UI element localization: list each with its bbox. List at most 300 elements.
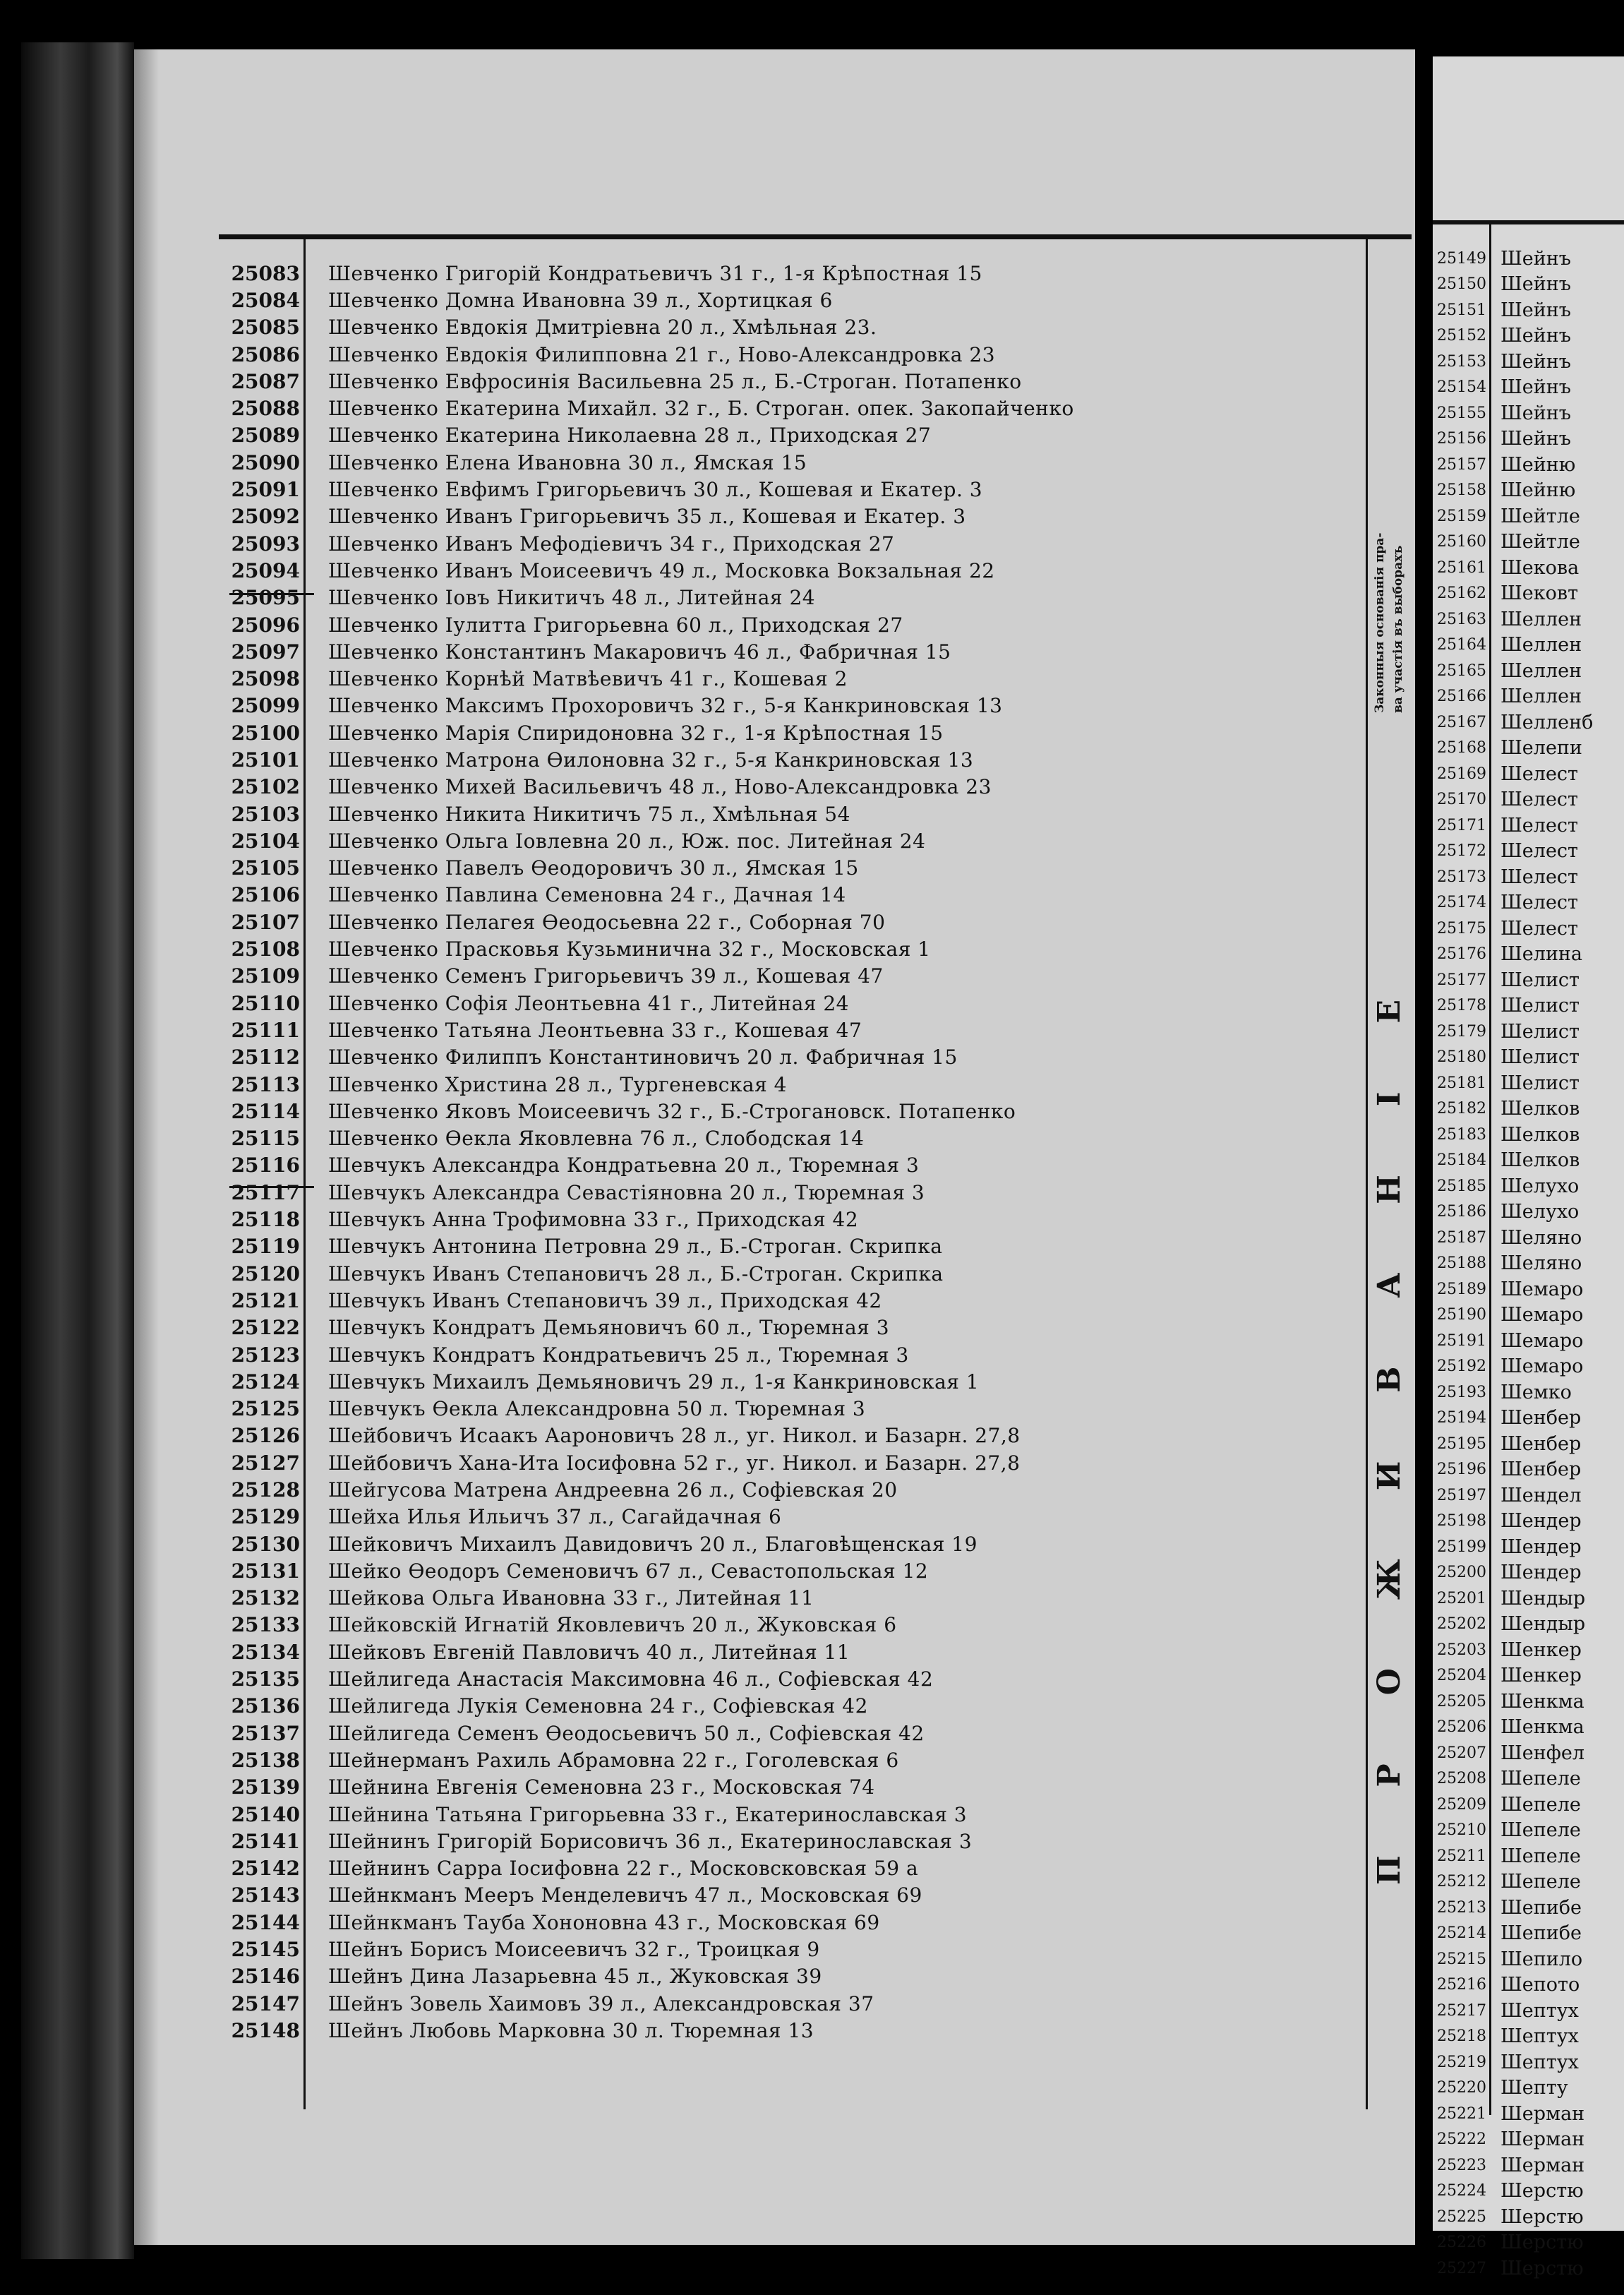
entry-text: Шевченко Пелагея Ѳеодосьевна 22 г., Соборная 70 bbox=[328, 910, 886, 934]
entry-row bbox=[226, 1233, 1074, 1260]
entry-text: Шевчукъ Александра Кондратьевна 20 л., Тюремная 3 bbox=[328, 1154, 920, 1178]
adjacent-entry-text: Шейнъ bbox=[1500, 402, 1571, 424]
adjacent-entry-number: 25167 bbox=[1437, 713, 1486, 731]
adjacent-entry-row bbox=[1437, 1276, 1593, 1302]
adjacent-entry-text: Шептух bbox=[1500, 1999, 1579, 2022]
adjacent-entry-row bbox=[1437, 684, 1593, 710]
entry-text: Шейнкманъ Тауба Хононовна 43 г., Московская 69 bbox=[328, 1910, 880, 1934]
entry-text: Шейнъ Борисъ Моисеевичъ 32 г., Троицкая 9 bbox=[328, 1938, 820, 1962]
entry-row bbox=[226, 1963, 1074, 1990]
adjacent-entry-row bbox=[1437, 1637, 1593, 1663]
adjacent-entry-number: 25189 bbox=[1437, 1280, 1486, 1298]
adjacent-entry-text: Шепеле bbox=[1500, 1768, 1581, 1790]
entry-text: Шевчукъ Михаилъ Демьяновичъ 29 л., 1-я Канкриновская 1 bbox=[328, 1370, 980, 1394]
adjacent-entry-row bbox=[1437, 1379, 1593, 1406]
adjacent-entry-text: Шейнъ bbox=[1500, 428, 1571, 450]
adjacent-entry-text: Шелест bbox=[1500, 762, 1578, 785]
entry-row bbox=[226, 1882, 1074, 1909]
adjacent-entry-number: 25196 bbox=[1437, 1461, 1486, 1479]
adjacent-entry-number: 25190 bbox=[1437, 1306, 1486, 1324]
entry-text: Шейлигеда Лукія Семеновна 24 г., Софіевская 42 bbox=[328, 1694, 868, 1718]
entry-row bbox=[226, 1801, 1074, 1828]
entry-number: 25120 bbox=[231, 1262, 300, 1286]
adjacent-entry-row bbox=[1437, 658, 1593, 684]
adjacent-entry-text: Шемаро bbox=[1500, 1278, 1584, 1300]
adjacent-entry-number: 25182 bbox=[1437, 1100, 1486, 1118]
adjacent-entry-text: Шелест bbox=[1500, 892, 1578, 914]
entry-row bbox=[226, 1071, 1074, 1098]
adjacent-entry-row bbox=[1437, 1766, 1593, 1792]
adjacent-entry-number: 25150 bbox=[1437, 275, 1486, 294]
adjacent-entry-text: Шейтле bbox=[1500, 531, 1580, 553]
entry-text: Шевчукъ Антонина Петровна 29 л., Б.-Строган. Скрипка bbox=[328, 1235, 943, 1259]
entry-number: 25089 bbox=[231, 424, 300, 448]
entry-number: 25116 bbox=[231, 1154, 300, 1178]
adjacent-entry-row bbox=[1437, 1792, 1593, 1818]
directory-page bbox=[134, 49, 1415, 2245]
adjacent-entry-text: Шендел bbox=[1500, 1484, 1582, 1506]
entry-text: Шейкова Ольга Ивановна 33 г., Литейная 11 bbox=[328, 1586, 814, 1610]
entry-text: Шевченко Максимъ Прохоровичъ 32 г., 5-я Канкриновская 13 bbox=[328, 694, 1003, 718]
entry-text: Шевченко Иванъ Мефодіевичъ 34 г., Приходская 27 bbox=[328, 532, 895, 556]
adjacent-entry-row bbox=[1437, 426, 1593, 453]
entry-text: Шевченко Елена Ивановна 30 л., Ямская 15 bbox=[328, 450, 807, 474]
adjacent-entry-number: 25185 bbox=[1437, 1177, 1486, 1195]
entry-text: Шевченко Корнѣй Матвѣевичъ 41 г., Кошевая 2 bbox=[328, 667, 848, 691]
entry-row bbox=[226, 935, 1074, 962]
adjacent-entry-text: Шендер bbox=[1500, 1535, 1582, 1558]
entry-number: 25137 bbox=[231, 1721, 300, 1745]
entry-number: 25087 bbox=[231, 369, 300, 393]
adjacent-entry-row bbox=[1437, 1251, 1593, 1277]
entry-row bbox=[226, 774, 1074, 801]
adjacent-entry-row bbox=[1437, 709, 1593, 736]
adjacent-header-rule bbox=[1433, 220, 1624, 224]
entry-row bbox=[226, 1260, 1074, 1287]
adjacent-entry-row bbox=[1437, 2049, 1593, 2075]
adjacent-entry-text: Шеллен bbox=[1500, 659, 1582, 682]
adjacent-entry-row bbox=[1437, 761, 1593, 787]
entry-number: 25110 bbox=[231, 991, 300, 1015]
adjacent-entry-text: Шендер bbox=[1500, 1510, 1582, 1533]
adjacent-entry-text: Шерстю bbox=[1500, 2205, 1584, 2228]
entry-row bbox=[226, 1206, 1074, 1233]
entry-row bbox=[226, 638, 1074, 665]
entry-text: Шейнъ Любовь Марковна 30 л. Тюремная 13 bbox=[328, 2018, 814, 2042]
header-rule bbox=[219, 234, 1412, 239]
adjacent-entry-text: Шелест bbox=[1500, 917, 1578, 940]
adjacent-entry-row bbox=[1437, 967, 1593, 993]
adjacent-entry-text: Шейнъ bbox=[1500, 376, 1571, 399]
entry-number: 25119 bbox=[231, 1235, 300, 1259]
adjacent-entry-row bbox=[1437, 916, 1593, 942]
adjacent-entry-number: 25206 bbox=[1437, 1718, 1486, 1737]
adjacent-entry-row bbox=[1437, 1715, 1593, 1741]
adjacent-entry-number: 25175 bbox=[1437, 919, 1486, 937]
adjacent-entry-number: 25192 bbox=[1437, 1358, 1486, 1376]
adjacent-entry-text: Шелест bbox=[1500, 865, 1578, 888]
adjacent-entry-text: Шепту bbox=[1500, 2077, 1568, 2099]
entry-row bbox=[226, 1665, 1074, 1692]
entry-number: 25101 bbox=[231, 748, 300, 772]
adjacent-entry-row bbox=[1437, 1740, 1593, 1766]
adjacent-entry-row bbox=[1437, 1302, 1593, 1329]
adjacent-entry-number: 25215 bbox=[1437, 1950, 1486, 1968]
entry-row bbox=[226, 693, 1074, 719]
adjacent-entry-row bbox=[1437, 890, 1593, 916]
adjacent-entry-text: Шелест bbox=[1500, 789, 1578, 811]
adjacent-entry-row bbox=[1437, 2179, 1593, 2205]
entry-row bbox=[226, 368, 1074, 395]
entry-row bbox=[226, 909, 1074, 935]
adjacent-entry-row bbox=[1437, 1998, 1593, 2024]
adjacent-entry-text: Шелков bbox=[1500, 1123, 1580, 1146]
entry-text: Шевчукъ Ѳекла Александровна 50 л. Тюремная 3 bbox=[328, 1397, 866, 1421]
entry-row bbox=[226, 1774, 1074, 1801]
adjacent-entry-row bbox=[1437, 375, 1593, 401]
adjacent-entry-row bbox=[1437, 2127, 1593, 2153]
entry-row bbox=[226, 827, 1074, 854]
adjacent-entry-row bbox=[1437, 297, 1593, 323]
adjacent-entry-text: Шепибе bbox=[1500, 1896, 1582, 1919]
entry-row bbox=[226, 1828, 1074, 1854]
entry-text: Шевченко Филиппъ Константиновичъ 20 л. Фабричная 15 bbox=[328, 1045, 958, 1069]
entry-number: 25103 bbox=[231, 802, 300, 826]
entry-number: 25093 bbox=[231, 532, 300, 556]
adjacent-entry-number: 25183 bbox=[1437, 1125, 1486, 1144]
entry-row bbox=[226, 855, 1074, 882]
adjacent-entry-number: 25161 bbox=[1437, 558, 1486, 577]
adjacent-entry-text: Шелист bbox=[1500, 1072, 1580, 1094]
entry-text: Шевченко Софія Леонтьевна 41 г., Литейная 24 bbox=[328, 991, 849, 1015]
entry-number: 25112 bbox=[231, 1045, 300, 1069]
entry-text: Шевченко Домна Ивановна 39 л., Хортицкая 6 bbox=[328, 288, 833, 312]
entry-number: 25107 bbox=[231, 910, 300, 934]
adjacent-entry-number: 25199 bbox=[1437, 1538, 1486, 1556]
adjacent-entry-row bbox=[1437, 1946, 1593, 1972]
adjacent-entry-number: 25156 bbox=[1437, 430, 1486, 448]
adjacent-entry-row bbox=[1437, 452, 1593, 478]
entry-number: 25084 bbox=[231, 288, 300, 312]
entry-row bbox=[226, 503, 1074, 530]
adjacent-entry-number: 25193 bbox=[1437, 1383, 1486, 1401]
entry-text: Шевченко Иванъ Григорьевичъ 35 л., Кошевая и Екатер. 3 bbox=[328, 505, 966, 529]
entry-row bbox=[226, 476, 1074, 503]
entry-number: 25125 bbox=[231, 1397, 300, 1421]
adjacent-entry-row bbox=[1437, 1869, 1593, 1895]
adjacent-entry-number: 25172 bbox=[1437, 842, 1486, 861]
entry-text: Шевчукъ Иванъ Степановичъ 39 л., Приходская 42 bbox=[328, 1288, 882, 1312]
entry-text: Шейлигеда Семенъ Ѳеодосьевичъ 50 л., Софіевская 42 bbox=[328, 1721, 925, 1745]
entry-text: Шевченко Іулитта Григорьевна 60 л., Приходская 27 bbox=[328, 613, 903, 637]
entry-text: Шевченко Ѳекла Яковлевна 76 л., Слободская 14 bbox=[328, 1127, 865, 1151]
entry-row bbox=[226, 1638, 1074, 1665]
adjacent-entry-row bbox=[1437, 1045, 1593, 1071]
entry-row bbox=[226, 2017, 1074, 2044]
side-title: ПРОЖИВАНІЕ bbox=[1371, 931, 1407, 1886]
adjacent-entry-number: 25201 bbox=[1437, 1589, 1486, 1607]
entry-row bbox=[226, 1720, 1074, 1746]
entry-number: 25142 bbox=[231, 1857, 300, 1881]
entry-text: Шевченко Марія Спиридоновна 32 г., 1-я Крѣпостная 15 bbox=[328, 721, 944, 745]
entry-text: Шевченко Никита Никитичъ 75 л., Хмѣльная 54 bbox=[328, 802, 850, 826]
entry-row bbox=[226, 719, 1074, 746]
adjacent-entry-row bbox=[1437, 1689, 1593, 1715]
entry-row bbox=[226, 314, 1074, 341]
entry-row bbox=[226, 585, 1074, 611]
adjacent-entry-row bbox=[1437, 1972, 1593, 1999]
adjacent-entry-text: Шеллен bbox=[1500, 685, 1582, 708]
adjacent-entry-number: 25224 bbox=[1437, 2182, 1486, 2200]
entry-row bbox=[226, 1152, 1074, 1179]
adjacent-entry-row bbox=[1437, 529, 1593, 556]
adjacent-entry-number: 25218 bbox=[1437, 2027, 1486, 2046]
entry-text: Шейбовичъ Хана-Ита Іосифовна 52 г., уг. Никол. и Базарн. 27,8 bbox=[328, 1451, 1021, 1475]
entry-row bbox=[226, 1585, 1074, 1612]
adjacent-entry-row bbox=[1437, 1586, 1593, 1612]
entry-number: 25096 bbox=[231, 613, 300, 637]
adjacent-entry-text: Шерстю bbox=[1500, 2231, 1584, 2254]
entry-row bbox=[226, 1341, 1074, 1368]
adjacent-entry-row bbox=[1437, 1173, 1593, 1199]
adjacent-entry-number: 25223 bbox=[1437, 2156, 1486, 2174]
entry-row bbox=[226, 963, 1074, 990]
entry-text: Шейбовичъ Исаакъ Аароновичъ 28 л., уг. Никол. и Базарн. 27,8 bbox=[328, 1424, 1021, 1448]
entry-text: Шевчукъ Кондратъ Кондратьевичъ 25 л., Тюремная 3 bbox=[328, 1343, 909, 1367]
adjacent-entry-text: Шелков bbox=[1500, 1098, 1580, 1120]
adjacent-entry-row bbox=[1437, 1509, 1593, 1535]
adjacent-entry-text: Шелина bbox=[1500, 943, 1583, 966]
adjacent-entry-number: 25213 bbox=[1437, 1898, 1486, 1917]
entry-number: 25141 bbox=[231, 1829, 300, 1853]
entry-list bbox=[226, 260, 1074, 2044]
adjacent-entry-number: 25216 bbox=[1437, 1976, 1486, 1994]
adjacent-entry-text: Шелест bbox=[1500, 840, 1578, 863]
adjacent-entry-row bbox=[1437, 1921, 1593, 1947]
adjacent-entry-number: 25225 bbox=[1437, 2207, 1486, 2226]
adjacent-entry-row bbox=[1437, 1560, 1593, 1586]
adjacent-entry-text: Шеллен bbox=[1500, 634, 1582, 657]
adjacent-entry-row bbox=[1437, 1199, 1593, 1226]
adjacent-entry-text: Шелист bbox=[1500, 1020, 1580, 1043]
entry-row bbox=[226, 260, 1074, 287]
entry-number: 25113 bbox=[231, 1072, 300, 1096]
entry-row bbox=[226, 1476, 1074, 1503]
adjacent-entry-text: Шелист bbox=[1500, 969, 1580, 991]
entry-text: Шейлигеда Анастасія Максимовна 46 л., Софіевская 42 bbox=[328, 1667, 934, 1691]
entry-text: Шейгусова Матрена Андреевна 26 л., Софіевская 20 bbox=[328, 1478, 898, 1502]
adjacent-entry-row bbox=[1437, 503, 1593, 529]
entry-number: 25144 bbox=[231, 1910, 300, 1934]
entry-number: 25133 bbox=[231, 1613, 300, 1637]
adjacent-entry-number: 25151 bbox=[1437, 301, 1486, 319]
side-note-line1: Законныя основанія пра- bbox=[1373, 532, 1387, 713]
adjacent-entry-text: Шерман bbox=[1500, 2102, 1585, 2125]
entry-number: 25123 bbox=[231, 1343, 300, 1367]
adjacent-entry-number: 25186 bbox=[1437, 1203, 1486, 1221]
adjacent-entry-row bbox=[1437, 2024, 1593, 2050]
entry-row bbox=[226, 1098, 1074, 1125]
adjacent-entry-text: Шенкер bbox=[1500, 1638, 1582, 1661]
entry-row bbox=[226, 1044, 1074, 1071]
entry-row bbox=[226, 1287, 1074, 1314]
entry-number: 25131 bbox=[231, 1559, 300, 1583]
adjacent-entry-number: 25164 bbox=[1437, 636, 1486, 654]
entry-number: 25128 bbox=[231, 1478, 300, 1502]
adjacent-entry-number: 25217 bbox=[1437, 2001, 1486, 2020]
entry-text: Шейнина Татьяна Григорьевна 33 г., Екатеринославская 3 bbox=[328, 1802, 968, 1826]
adjacent-entry-number: 25159 bbox=[1437, 507, 1486, 525]
adjacent-entry-text: Шерман bbox=[1500, 2154, 1585, 2176]
adjacent-entry-number: 25178 bbox=[1437, 997, 1486, 1015]
entry-row bbox=[226, 882, 1074, 909]
entry-number: 25136 bbox=[231, 1694, 300, 1718]
entry-text: Шевченко Иванъ Моисеевичъ 49 л., Московка Вокзальная 22 bbox=[328, 558, 995, 582]
entry-number: 25124 bbox=[231, 1370, 300, 1394]
adjacent-entry-row bbox=[1437, 1354, 1593, 1380]
adjacent-entry-text: Шеляно bbox=[1500, 1252, 1582, 1275]
adjacent-entry-row bbox=[1437, 1148, 1593, 1174]
adjacent-entry-text: Шепеле bbox=[1500, 1845, 1581, 1867]
entry-row bbox=[226, 665, 1074, 692]
adjacent-entry-text: Шендыр bbox=[1500, 1613, 1586, 1636]
entry-row bbox=[226, 1693, 1074, 1720]
entry-number: 25118 bbox=[231, 1208, 300, 1232]
adjacent-entry-number: 25197 bbox=[1437, 1486, 1486, 1504]
adjacent-entry-text: Шерстю bbox=[1500, 2180, 1584, 2203]
adjacent-entry-number: 25155 bbox=[1437, 404, 1486, 422]
entry-text: Шейха Илья Ильичъ 37 л., Сагайдачная 6 bbox=[328, 1505, 782, 1529]
adjacent-entry-number: 25160 bbox=[1437, 533, 1486, 551]
entry-text: Шевченко Яковъ Моисеевичъ 32 г., Б.-Строгановск. Потапенко bbox=[328, 1099, 1016, 1123]
adjacent-entry-number: 25222 bbox=[1437, 2131, 1486, 2149]
adjacent-entry-row bbox=[1437, 246, 1593, 272]
entry-text: Шейковскій Игнатій Яковлевичъ 20 л., Жуковская 6 bbox=[328, 1613, 897, 1637]
entry-number: 25126 bbox=[231, 1424, 300, 1448]
adjacent-entry-number: 25166 bbox=[1437, 688, 1486, 706]
adjacent-entry-number: 25221 bbox=[1437, 2104, 1486, 2123]
adjacent-entry-row bbox=[1437, 349, 1593, 375]
entry-text: Шейнъ Зовель Хаимовъ 39 л., Александровская 37 bbox=[328, 1991, 874, 2015]
adjacent-entry-text: Шепеле bbox=[1500, 1819, 1581, 1842]
entry-number: 25129 bbox=[231, 1505, 300, 1529]
adjacent-entry-number: 25194 bbox=[1437, 1409, 1486, 1427]
entry-row bbox=[226, 611, 1074, 638]
entry-row bbox=[226, 1422, 1074, 1449]
adjacent-entry-number: 25179 bbox=[1437, 1022, 1486, 1041]
adjacent-entry-number: 25209 bbox=[1437, 1795, 1486, 1814]
adjacent-entry-row bbox=[1437, 1406, 1593, 1432]
adjacent-entry-row bbox=[1437, 1818, 1593, 1844]
adjacent-entry-row bbox=[1437, 1612, 1593, 1638]
entry-number: 25104 bbox=[231, 829, 300, 853]
pen-underline bbox=[229, 593, 314, 595]
adjacent-entry-text: Шелленб bbox=[1500, 711, 1594, 733]
entry-number: 25147 bbox=[231, 1991, 300, 2015]
adjacent-entry-number: 25210 bbox=[1437, 1821, 1486, 1840]
adjacent-entry-text: Шековт bbox=[1500, 582, 1579, 605]
entry-number: 25100 bbox=[231, 721, 300, 745]
adjacent-entry-number: 25184 bbox=[1437, 1151, 1486, 1170]
entry-text: Шевченко Павлина Семеновна 24 г., Дачная 14 bbox=[328, 883, 846, 907]
adjacent-entry-number: 25168 bbox=[1437, 739, 1486, 757]
entry-number: 25146 bbox=[231, 1965, 300, 1989]
adjacent-entry-row bbox=[1437, 1843, 1593, 1869]
adjacent-entry-row bbox=[1437, 2152, 1593, 2179]
adjacent-entry-list bbox=[1437, 246, 1593, 2282]
adjacent-entry-number: 25162 bbox=[1437, 585, 1486, 603]
entry-number: 25148 bbox=[231, 2018, 300, 2042]
adjacent-entry-text: Шемаро bbox=[1500, 1304, 1584, 1326]
entry-text: Шейнкманъ Мееръ Менделевичъ 47 л., Московская 69 bbox=[328, 1883, 922, 1907]
adjacent-entry-text: Шепибе bbox=[1500, 1922, 1582, 1945]
entry-number: 25097 bbox=[231, 640, 300, 664]
entry-row bbox=[226, 341, 1074, 368]
adjacent-entry-row bbox=[1437, 2204, 1593, 2230]
adjacent-entry-number: 25226 bbox=[1437, 2234, 1486, 2252]
adjacent-entry-number: 25220 bbox=[1437, 2079, 1486, 2097]
adjacent-entry-text: Шейнъ bbox=[1500, 350, 1571, 373]
entry-text: Шевченко Евдокія Филипповна 21 г., Ново-Александровка 23 bbox=[328, 342, 996, 366]
entry-number: 25102 bbox=[231, 775, 300, 799]
adjacent-entry-text: Шеллен bbox=[1500, 608, 1582, 630]
entry-row bbox=[226, 1395, 1074, 1422]
entry-number: 25094 bbox=[231, 558, 300, 582]
adjacent-entry-row bbox=[1437, 1895, 1593, 1921]
entry-row bbox=[226, 1746, 1074, 1773]
adjacent-entry-row bbox=[1437, 323, 1593, 349]
entry-text: Шевчукъ Иванъ Степановичъ 28 л., Б.-Строган. Скрипка bbox=[328, 1262, 944, 1286]
entry-number: 25105 bbox=[231, 856, 300, 880]
adjacent-entry-text: Шепеле bbox=[1500, 1871, 1581, 1893]
adjacent-entry-row bbox=[1437, 2255, 1593, 2282]
entry-number: 25127 bbox=[231, 1451, 300, 1475]
adjacent-entry-number: 25187 bbox=[1437, 1228, 1486, 1247]
entry-row bbox=[226, 1936, 1074, 1963]
entry-number: 25135 bbox=[231, 1667, 300, 1691]
adjacent-entry-number: 25180 bbox=[1437, 1048, 1486, 1067]
adjacent-entry-row bbox=[1437, 606, 1593, 633]
pen-underline bbox=[229, 1186, 314, 1188]
entry-row bbox=[226, 1449, 1074, 1476]
adjacent-entry-number: 25152 bbox=[1437, 327, 1486, 345]
adjacent-entry-text: Шемко bbox=[1500, 1381, 1572, 1403]
entry-row bbox=[226, 1125, 1074, 1152]
entry-row bbox=[226, 801, 1074, 827]
adjacent-entry-number: 25153 bbox=[1437, 352, 1486, 371]
adjacent-entry-row bbox=[1437, 993, 1593, 1019]
entry-row bbox=[226, 530, 1074, 557]
entry-text: Шейковичъ Михаилъ Давидовичъ 20 л., Благовѣщенская 19 bbox=[328, 1532, 978, 1556]
adjacent-entry-number: 25173 bbox=[1437, 868, 1486, 886]
adjacent-entry-text: Шемаро bbox=[1500, 1355, 1584, 1378]
entry-number: 25138 bbox=[231, 1748, 300, 1772]
adjacent-entry-number: 25214 bbox=[1437, 1924, 1486, 1943]
adjacent-entry-number: 25174 bbox=[1437, 894, 1486, 912]
entry-row bbox=[226, 1179, 1074, 1206]
adjacent-entry-text: Шелепи bbox=[1500, 737, 1582, 760]
entry-number: 25098 bbox=[231, 667, 300, 691]
entry-row bbox=[226, 1612, 1074, 1638]
adjacent-entry-text: Шеляно bbox=[1500, 1226, 1582, 1249]
entry-row bbox=[226, 1557, 1074, 1584]
adjacent-entry-row bbox=[1437, 478, 1593, 504]
adjacent-entry-text: Шенбер bbox=[1500, 1458, 1582, 1481]
adjacent-entry-row bbox=[1437, 1457, 1593, 1483]
entry-number: 25109 bbox=[231, 964, 300, 988]
adjacent-entry-text: Шептух bbox=[1500, 2051, 1579, 2073]
entry-number: 25095 bbox=[231, 586, 300, 610]
